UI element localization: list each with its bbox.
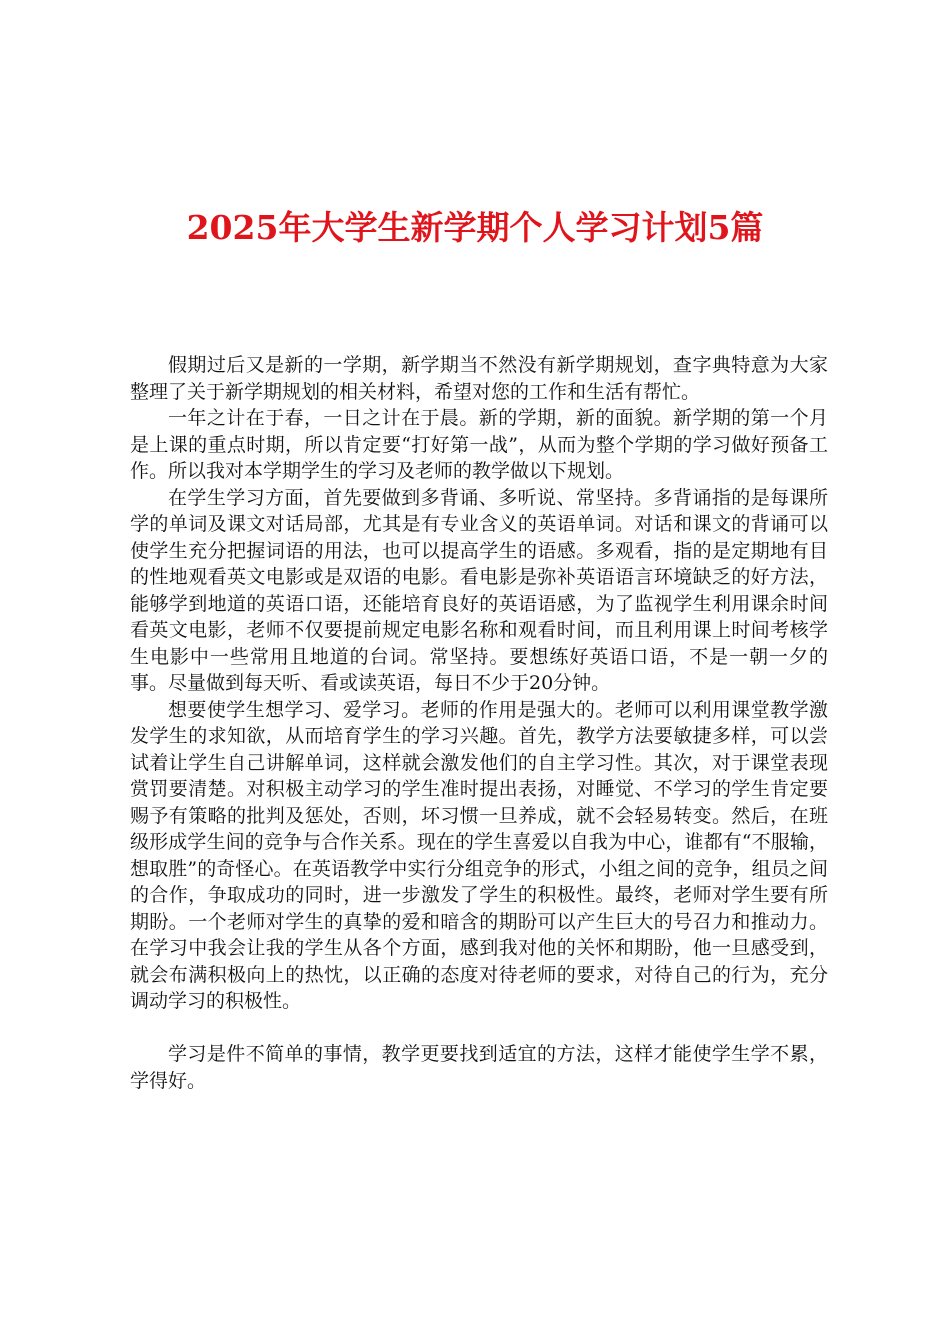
paragraph-student-study: 在学生学习方面，首先要做到多背诵、多听说、常坚持。多背诵指的是每课所学的单词及课文对话局部，尤其是有专业含义的英语单词。对话和课文的背诵可以使学生充分把握词语的用法，也可以提高学生的语感。多观看，指的是定期地有目的性地观看英文电影或是双语的电影。看电影是弥补英语语言环境缺乏的好方法，能够学到地道的英语口语，还能培育良好的英语语感，为了监视学生利用课余时间看英文电影，老师不仅要提前规定电影名称和观看时间，而且利用课上时间考核学生电影中一些常用且地道的台词。常坚持。要想练好英语口语，不是一朝一夕的事。尽量做到每天听、看或读英语，每日不少于20分钟。 xyxy=(130,486,828,694)
document-body xyxy=(130,352,828,1094)
paragraph-teacher-role: 想要使学生想学习、爱学习。老师的作用是强大的。老师可以利用课堂教学激发学生的求知欲，从而培育学生的学习兴趣。首先，教学方法要敏捷多样，可以尝试着让学生自己讲解单词，这样就会激发他们的自主学习性。其次，对于课堂表现赏罚要清楚。对积极主动学习的学生准时提出表扬，对睡觉、不学习的学生肯定要赐予有策略的批判及惩处，否则，坏习惯一旦养成，就不会轻易转变。然后，在班级形成学生间的竞争与合作关系。现在的学生喜爱以自我为中心，谁都有“不服输，想取胜”的奇怪心。在英语教学中实行分组竞争的形式，小组之间的竞争，组员之间的合作，争取成功的同时，进一步激发了学生的积极性。最终，老师对学生要有所期盼。一个老师对学生的真挚的爱和暗含的期盼可以产生巨大的号召力和推动力。在学习中我会让我的学生从各个方面，感到我对他的关怀和期盼，他一旦感受到，就会布满积极向上的热忱，以正确的态度对待老师的要求，对待自己的行为，充分调动学习的积极性。 xyxy=(130,698,828,1012)
paragraph-intro: 假期过后又是新的一学期，新学期当不然没有新学期规划，查字典特意为大家整理了关于新学期规划的相关材料，希望对您的工作和生活有帮忙。 xyxy=(130,354,828,403)
paragraph-new-semester: 一年之计在于春，一日之计在于晨。新的学期，新的面貌。新学期的第一个月是上课的重点时期，所以肯定要“打好第一战”，从而为整个学期的学习做好预备工作。所以我对本学期学生的学习及老师的教学做以下规划。 xyxy=(130,407,828,482)
paragraph-conclusion: 学习是件不简单的事情，教学更要找到适宜的方法，这样才能使学生学不累，学得好。 xyxy=(130,1043,828,1092)
document-title: 2025年大学生新学期个人学习计划5篇 xyxy=(186,208,764,247)
